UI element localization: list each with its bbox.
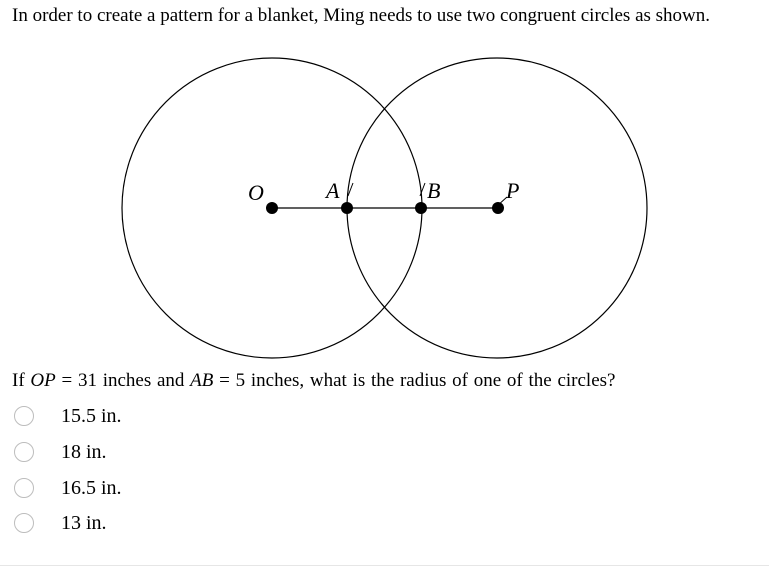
point-o xyxy=(266,202,278,214)
choice-2[interactable] xyxy=(14,439,314,465)
label-p: P xyxy=(506,178,520,203)
choice-label: 13 in. xyxy=(61,511,107,534)
radio-button[interactable] xyxy=(14,513,34,533)
segment-ab-label: AB xyxy=(190,370,214,391)
choice-3[interactable] xyxy=(14,475,314,501)
radio-button[interactable] xyxy=(14,478,34,498)
point-p xyxy=(492,202,504,214)
question-middle-1: = 31 inches and xyxy=(61,370,185,391)
choice-1[interactable] xyxy=(14,403,314,429)
question-middle-2: = 5 inches, what is the radius of one of the circles? xyxy=(219,370,616,391)
question-text xyxy=(12,368,756,393)
point-a xyxy=(341,202,353,214)
question-prefix: If xyxy=(12,370,25,391)
problem-statement: In order to create a pattern for a blanket, Ming needs to use two congruent circles as shown. xyxy=(12,5,711,26)
label-a: A xyxy=(326,178,340,203)
choice-label: 18 in. xyxy=(61,440,107,463)
radio-button[interactable] xyxy=(14,442,34,462)
choice-label: 16.5 in. xyxy=(61,476,122,499)
divider xyxy=(0,565,769,566)
point-b xyxy=(415,202,427,214)
segment-op-label: OP xyxy=(30,370,56,391)
label-b: B xyxy=(427,178,441,203)
label-o: O xyxy=(248,180,264,205)
choice-4[interactable] xyxy=(14,510,314,536)
choice-label: 15.5 in. xyxy=(61,404,122,427)
radio-button[interactable] xyxy=(14,406,34,426)
